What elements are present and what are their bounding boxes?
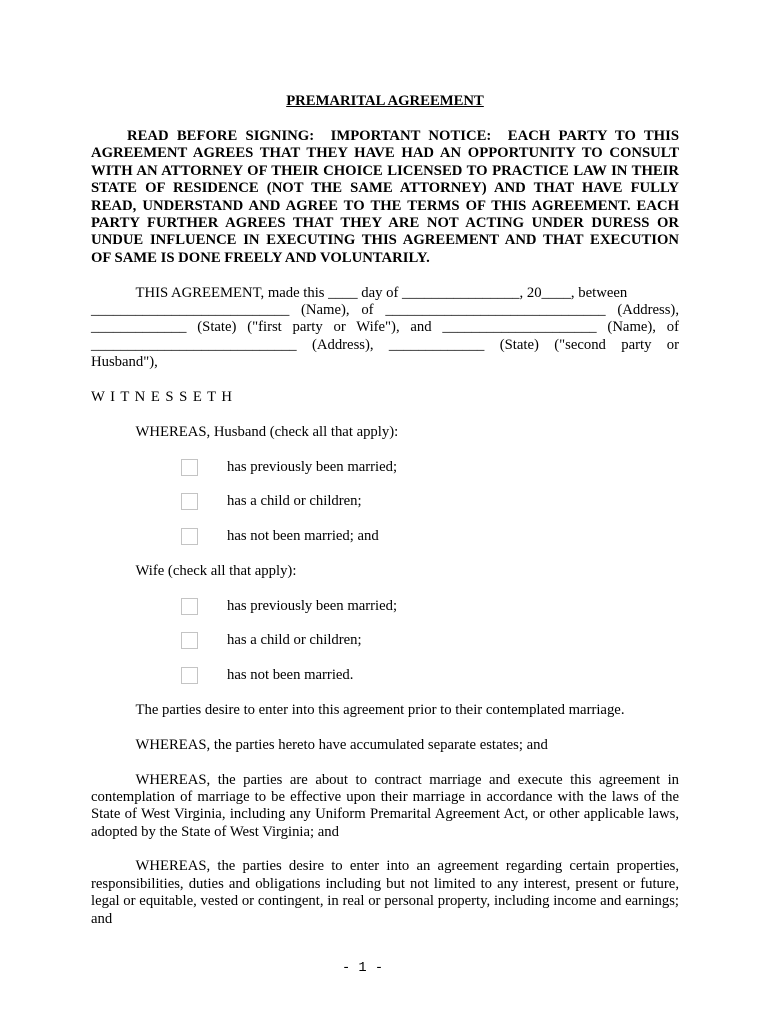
wife-option-not-married: [91, 667, 679, 684]
recital-line: legal or equitable, vested or contingent, in real or personal property, including income and earnings;: [91, 893, 679, 910]
husband-has-children-checkbox[interactable]: [181, 493, 198, 510]
recital-line: and: [91, 910, 113, 927]
wife-option-has-children: [91, 632, 679, 649]
wife-heading: Wife (check all that apply):: [135, 562, 297, 579]
recital-line: responsibilities, duties and obligations including but not limited to any interest, present or future,: [91, 875, 679, 892]
recital-line: adopted by the State of West Virginia; and: [91, 823, 339, 840]
recital-separate-estates: WHEREAS, the parties hereto have accumulated separate estates; and: [135, 736, 548, 753]
option-label: has not been married.: [227, 667, 354, 684]
husband-not-married-checkbox[interactable]: [181, 528, 198, 545]
notice-line: READ, UNDERSTAND AND AGREE TO THE TERMS OF THIS AGREEMENT. EACH: [91, 197, 679, 214]
wife-not-married-checkbox[interactable]: [181, 667, 198, 684]
agreement-line: _____________ (State) ("first party or Wife"), and _____________________ (Name), of: [91, 319, 679, 336]
witnesseth-heading: W I T N E S S E T H: [91, 388, 233, 405]
notice-line: AGREEMENT AGREES THAT THEY HAVE HAD AN OPPORTUNITY TO CONSULT: [91, 145, 679, 162]
agreement-line: Husband"),: [91, 354, 158, 371]
husband-previously-married-checkbox[interactable]: [181, 459, 198, 476]
recital-line: contemplation of marriage to be effective upon their marriage in accordance with the laws of the: [91, 788, 679, 805]
option-label: has previously been married;: [227, 597, 398, 614]
agreement-clause: [91, 285, 679, 372]
recital-contemplated-marriage: The parties desire to enter into this agreement prior to their contemplated marriage.: [135, 701, 625, 718]
agreement-line: THIS AGREEMENT, made this ____ day of ________________, 20____, between: [135, 284, 628, 301]
recital-property-agreement: [91, 858, 679, 928]
husband-option-previously-married: [91, 459, 679, 476]
recital-line: WHEREAS, the parties are about to contract marriage and execute this agreement in: [135, 771, 679, 788]
husband-option-not-married: [91, 528, 679, 545]
notice-line: READ BEFORE SIGNING: IMPORTANT NOTICE: EACH PARTY TO THIS: [127, 128, 679, 145]
notice-line: OF SAME IS DONE FREELY AND VOLUNTARILY.: [91, 249, 430, 266]
recital-line: WHEREAS, the parties desire to enter into an agreement regarding certain properties,: [135, 858, 679, 875]
notice-line: UNDUE INFLUENCE IN EXECUTING THIS AGREEMENT AND THAT EXECUTION: [91, 232, 679, 249]
agreement-line: ____________________________ (Address), _____________ (State) ("second party or: [91, 336, 679, 353]
page-number: - 1 -: [342, 961, 384, 977]
agreement-line: ___________________________ (Name), of ______________________________ (Address),: [91, 301, 679, 318]
document-body: [91, 93, 679, 945]
recital-line: State of West Virginia, including any Uniform Premarital Agreement Act, or other applicable laws,: [91, 806, 679, 823]
important-notice: [91, 128, 679, 267]
option-label: has a child or children;: [227, 493, 362, 510]
husband-heading: WHEREAS, Husband (check all that apply):: [135, 423, 399, 440]
option-label: has a child or children;: [227, 632, 362, 649]
option-label: has not been married; and: [227, 528, 379, 545]
recital-west-virginia-law: [91, 772, 679, 842]
notice-line: WITH AN ATTORNEY OF THEIR CHOICE LICENSED TO PRACTICE LAW IN THEIR: [91, 162, 679, 179]
document-title: PREMARITAL AGREEMENT: [286, 93, 484, 110]
husband-option-has-children: [91, 493, 679, 510]
wife-previously-married-checkbox[interactable]: [181, 598, 198, 615]
notice-line: STATE OF RESIDENCE (NOT THE SAME ATTORNEY) AND THAT HAVE FULLY: [91, 180, 679, 197]
wife-option-previously-married: [91, 598, 679, 615]
option-label: has previously been married;: [227, 458, 398, 475]
notice-line: PARTY FURTHER AGREES THAT THEY ARE NOT ACTING UNDER DURESS OR: [91, 215, 679, 232]
wife-has-children-checkbox[interactable]: [181, 632, 198, 649]
